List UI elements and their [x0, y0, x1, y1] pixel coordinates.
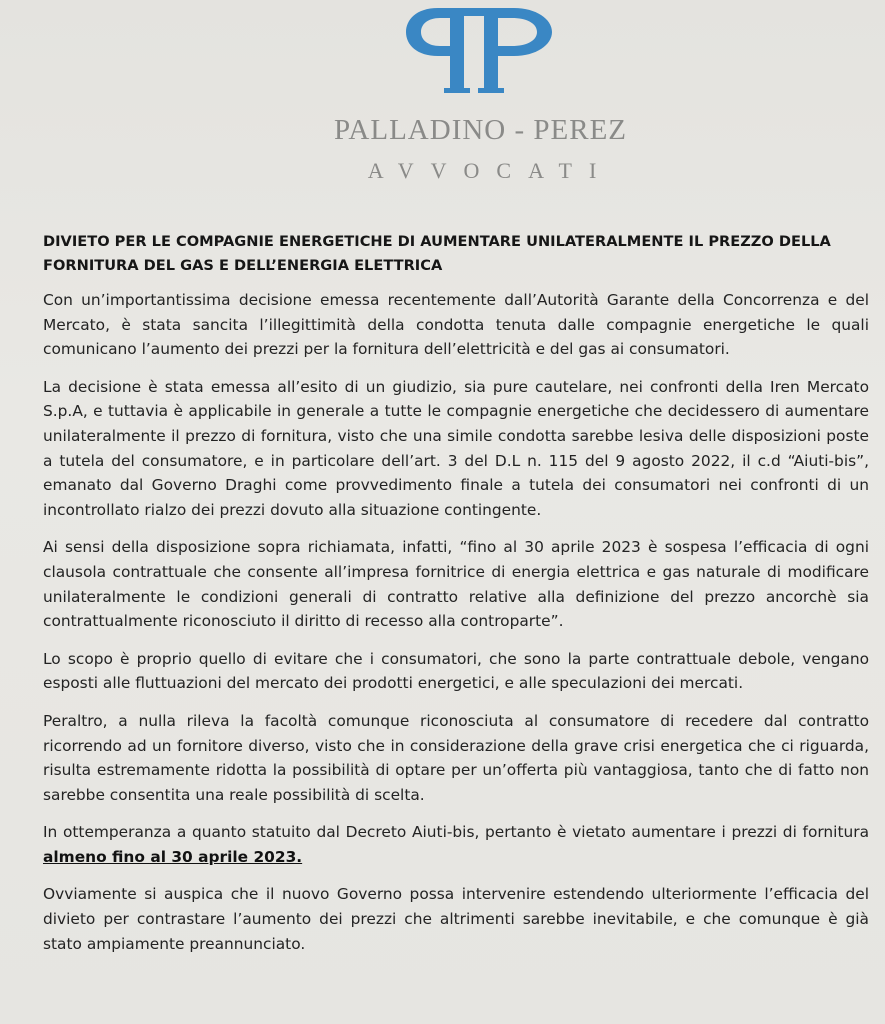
- paragraph-closing: Ovviamente si auspica che il nuovo Governo possa intervenire estendendo ulteriormente l’efficacia del divieto per contrastare l’aumento dei prezzi che altrimenti sarebbe inevitabile, e che comunque è già stato ampiamente preannunciato.: [43, 885, 869, 953]
- firm-name: PALLADINO - PEREZ: [333, 114, 628, 146]
- paragraph-decree: [43, 820, 869, 869]
- paragraph-5: Peraltro, a nulla rileva la facoltà comunque riconosciuta al consumatore di recedere dal contratto ricorrendo ad un fornitore diverso, visto che in considerazione della grave crisi energetica che ci riguarda, risulta estremamente ridotta la possibilità di optare per un’offerta più vantaggiosa, tanto che di fatto non sarebbe consentita una reale possibilità di scelta.: [43, 711, 869, 804]
- document-body: [43, 230, 869, 969]
- paragraph-4: Lo scopo è proprio quello di evitare che i consumatori, che sono la parte contrattuale debole, vengano esposti alle fluttuazioni del mercato dei prodotti energetici, e alle speculazioni dei mercati.: [43, 649, 869, 693]
- firm-subtitle: AVVOCATI: [367, 158, 614, 183]
- paragraph-1: Con un’importantissima decisione emessa recentemente dall’Autorità Garante della Concorrenza e del Mercato, è stata sancita l’illegittimità della condotta tenuta dalle compagnie energetiche le quali comunicano l’aumento dei prezzi per la fornitura dell’elettricità e del gas ai consumatori.: [43, 291, 869, 359]
- decree-highlight: almeno fino al 30 aprile 2023.: [43, 847, 303, 866]
- paragraph-3: Ai sensi della disposizione sopra richiamata, infatti, “fino al 30 aprile 2023 è sospesa l’efficacia di ogni clausola contrattuale che consente all’impresa fornitrice di energia elettrica e gas naturale di modificare unilateralmente le condizioni generali di contratto relative alla definizione del prezzo ancorchè sia contrattualmente riconosciuto il diritto di recesso alla controparte”.: [43, 538, 869, 631]
- paragraph-2: La decisione è stata emessa all’esito di un giudizio, sia pure cautelare, nei confronti della Iren Mercato S.p.A, e tuttavia è applicabile in generale a tutte le compagnie energetiche che decidessero di aumentare unilateralmente il prezzo di fornitura, visto che una simile condotta sarebbe lesiva delle disposizioni poste a tutela del consumatore, e in particolare dell’art. 3 del D.L n. 115 del 9 agosto 2022, il c.d “Aiuti-bis”, emanato dal Governo Draghi come provvedimento finale a tutela dei consumatori nei confronti di un incontrollato rialzo dei prezzi dovuto alla situazione contingente.: [43, 377, 869, 519]
- document-title: DIVIETO PER LE COMPAGNIE ENERGETICHE DI AUMENTARE UNILATERALMENTE IL PREZZO DELLA FORNITURA DEL GAS E DELL’ENERGIA ELETTRICA: [43, 233, 831, 274]
- decree-text: In ottemperanza a quanto statuito dal Decreto Aiuti-bis, pertanto è vietato aumentare i prezzi di fornitura: [43, 823, 869, 842]
- pp-monogram-icon: [402, 2, 558, 94]
